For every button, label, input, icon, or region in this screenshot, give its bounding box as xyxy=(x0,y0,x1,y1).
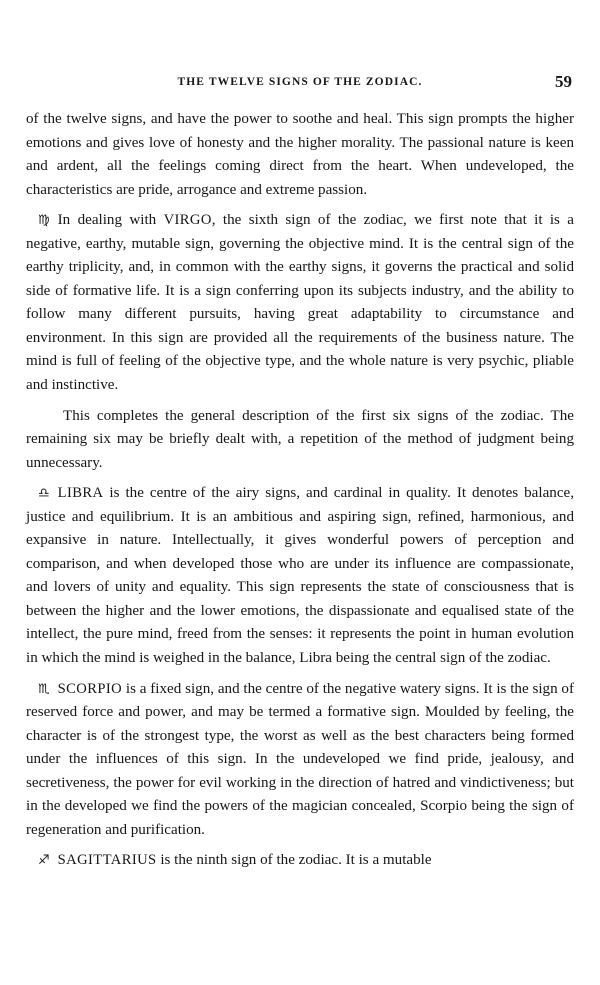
paragraph-libra xyxy=(26,482,574,670)
page-number: 59 xyxy=(555,72,572,91)
paragraph-text: is the centre of the airy signs, and cardinal in quality. It denotes balance, justice and equilibrium. It is an ambitious and aspiring sign, refined, harmonious, and expansive in nature. Intellectually, it gives wonderful powers of perception and comparison, and when developed those who are under its influence are compassionate, and lovers of unity and equality. This sign represents the state of consciousness that is between the higher and the lower emotions, the dispassionate and equalised state of the intellect, the pure mind, freed from the senses: it represents the point in human evolution in which the mind is weighed in the balance, Libra being the central sign of the zodiac. xyxy=(26,485,574,667)
paragraph-lead: In dealing with xyxy=(57,212,164,229)
sagittarius-icon: ♐ xyxy=(38,853,50,869)
paragraph-text: of the twelve signs, and have the power to soothe and heal. This sign prompts the higher emotions and gives love of honesty and the higher morality. The passional nature is keen and ardent, all the feelings coming direct from the heart. When undeveloped, the characteristics are pride, arrogance and extreme passion. xyxy=(26,111,574,198)
page-body xyxy=(26,108,574,873)
paragraph-text: This completes the general description of the first six signs of the zodiac. The remaining six may be briefly dealt with, a repetition of the method of judgment being unnecessary. xyxy=(26,407,574,471)
paragraph-summary xyxy=(26,405,574,476)
paragraph-scorpio xyxy=(26,678,574,843)
scorpio-icon: ♏ xyxy=(38,681,50,697)
running-head xyxy=(26,70,574,94)
sign-name-scorpio: SCORPIO xyxy=(57,680,123,697)
libra-icon: ♎ xyxy=(38,486,50,502)
paragraph-text: , the sixth sign of the zodiac, we first note that it is a negative, earthy, mutable sign, governing the objective mind. It is the central sign of the earthy triplicity, and, in common with the earthy signs, it governs the practical and solid side of formative life. It is a sign conferring upon its subjects industry, and the ability to follow many different pursuits, having great adaptability to circumstance and environment. In this sign are provided all the requirements of the business nature. The mind is full of feeling of the objective type, and the whole nature is very psychic, pliable and instinctive. xyxy=(26,212,574,394)
paragraph-continuation xyxy=(26,108,574,202)
running-title: THE TWELVE SIGNS OF THE ZODIAC. xyxy=(177,76,423,88)
virgo-icon: ♍ xyxy=(38,213,50,229)
paragraph-virgo xyxy=(26,209,574,397)
sign-name-virgo: VIRGO xyxy=(163,212,212,229)
paragraph-text: is a fixed sign, and the centre of the negative watery signs. It is the sign of reserved force and power, and may be termed a formative sign. Moulded by feeling, the character is of the strongest type, the worst as well as the best characters being formed under the influences of this sign. In the undeveloped we find pride, jealousy, and secretiveness, the power for evil working in the direction of hatred and vindictiveness; but in the developed we find the powers of the magician concealed, Scorpio being the sign of regeneration and purification. xyxy=(26,680,574,838)
paragraph-sagittarius xyxy=(26,849,574,873)
sign-name-libra: LIBRA xyxy=(57,485,104,502)
sign-name-sagittarius: SAGITTARIUS xyxy=(57,852,157,869)
paragraph-text: is the ninth sign of the zodiac. It is a mutable xyxy=(156,852,432,869)
